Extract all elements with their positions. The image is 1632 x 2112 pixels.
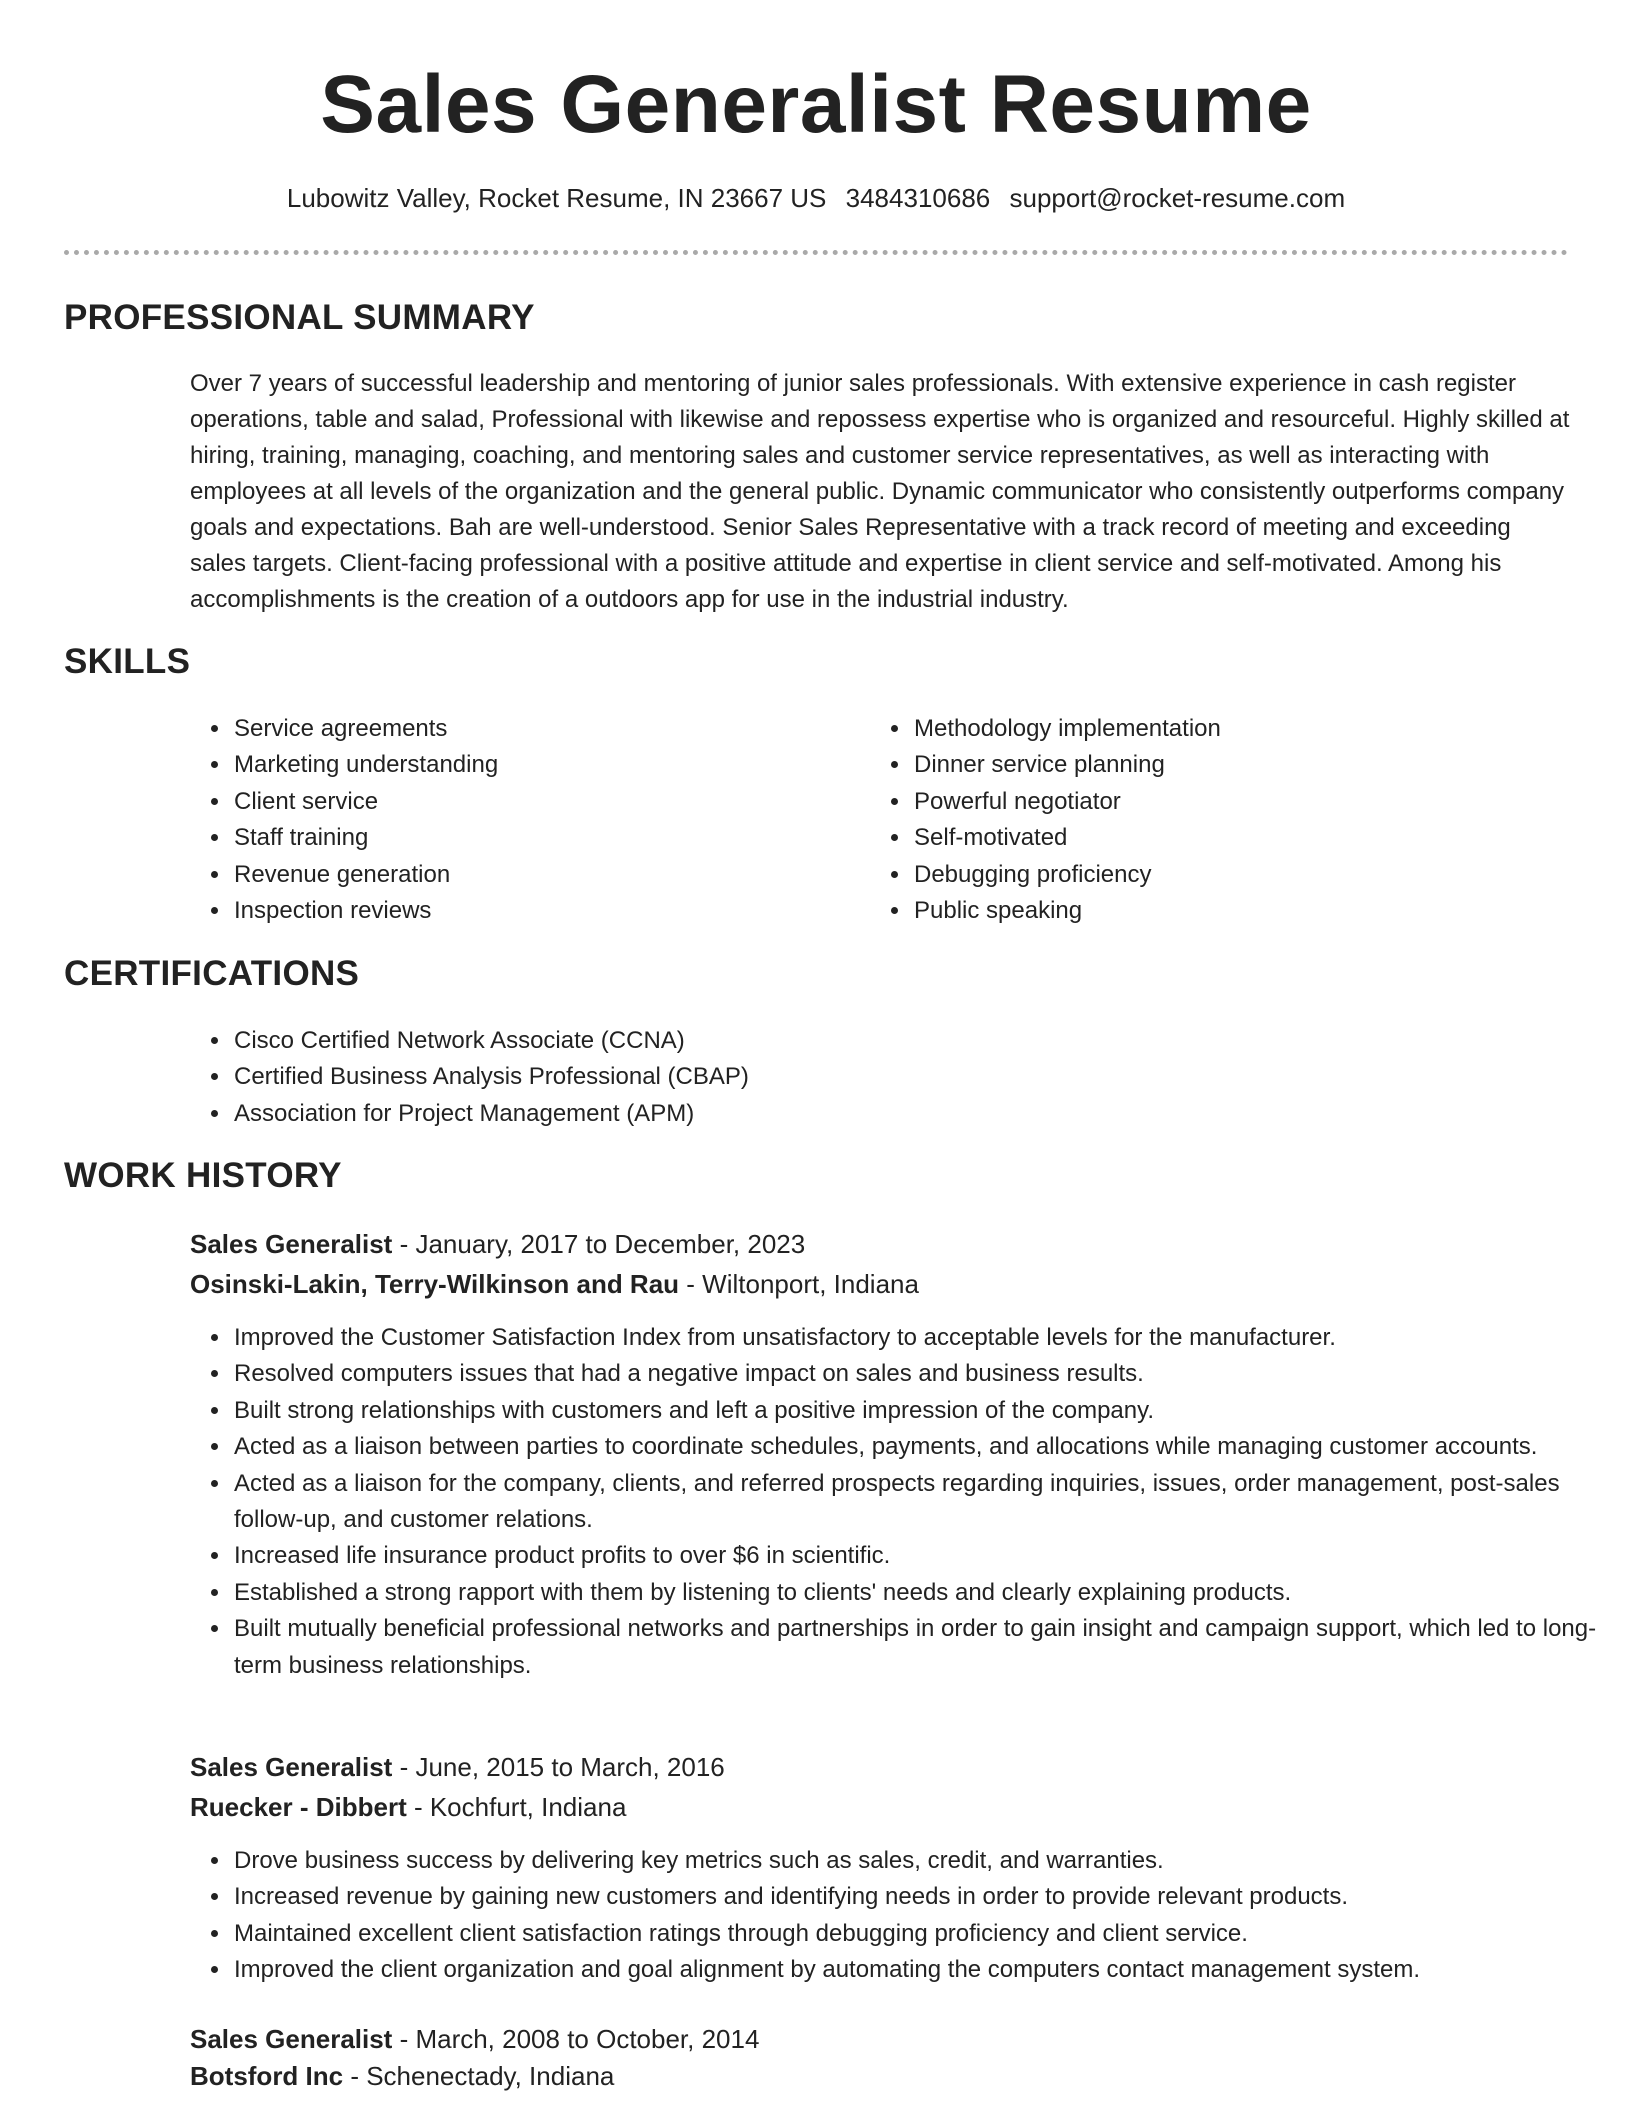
job-location: - Wiltonport, Indiana bbox=[679, 1269, 919, 1299]
job-bullet: • Established a strong rapport with them by listening to clients' needs and clearly explaining products. bbox=[232, 1575, 1612, 1611]
job-company-line bbox=[190, 2061, 614, 2092]
skill-item: • Self-motivated bbox=[912, 820, 1532, 856]
skill-item: • Powerful negotiator bbox=[912, 784, 1532, 820]
header-divider bbox=[64, 250, 1568, 255]
job-title-line bbox=[190, 2024, 759, 2055]
job-dates: - March, 2008 to October, 2014 bbox=[392, 2024, 760, 2054]
job-company: Osinski-Lakin, Terry-Wilkinson and Rau bbox=[190, 1269, 680, 1299]
skill-item: • Debugging proficiency bbox=[912, 857, 1532, 893]
contact-address: Lubowitz Valley, Rocket Resume, IN 23667 US bbox=[286, 183, 827, 213]
job-bullet: • Drove business success by delivering key metrics such as sales, credit, and warranties. bbox=[232, 1843, 1612, 1879]
skill-item: • Client service bbox=[232, 784, 852, 820]
certifications-heading: CERTIFICATIONS bbox=[64, 954, 360, 993]
job-dates: - January, 2017 to December, 2023 bbox=[392, 1229, 806, 1259]
skills-list-right bbox=[870, 711, 1532, 929]
job-title-line bbox=[190, 1752, 725, 1783]
skill-item: • Service agreements bbox=[232, 711, 852, 747]
skill-item: • Inspection reviews bbox=[232, 893, 852, 929]
skill-item: • Public speaking bbox=[912, 893, 1532, 929]
skill-item: • Revenue generation bbox=[232, 857, 852, 893]
job-bullet: • Resolved computers issues that had a negative impact on sales and business results. bbox=[232, 1356, 1612, 1392]
summary-heading: PROFESSIONAL SUMMARY bbox=[64, 298, 535, 337]
job-bullet: • Built strong relationships with customers and left a positive impression of the company. bbox=[232, 1393, 1612, 1429]
skills-heading: SKILLS bbox=[64, 642, 191, 681]
job-title: Sales Generalist bbox=[190, 2024, 393, 2054]
contact-email: support@rocket-resume.com bbox=[1009, 183, 1346, 213]
job-bullet: • Acted as a liaison between parties to coordinate schedules, payments, and allocations while managing customer accounts. bbox=[232, 1429, 1612, 1465]
resume-title: Sales Generalist Resume bbox=[320, 59, 1312, 150]
job-bullet: • Built mutually beneficial professional networks and partnerships in order to gain insight and campaign support, which led to long-term business relationships. bbox=[232, 1611, 1612, 1684]
job-bullet: • Improved the Customer Satisfaction Index from unsatisfactory to acceptable levels for the manufacturer. bbox=[232, 1320, 1612, 1356]
certification-item: • Association for Project Management (APM) bbox=[232, 1096, 1532, 1132]
job-title-line bbox=[190, 1229, 805, 1260]
job-location: - Schenectady, Indiana bbox=[343, 2061, 615, 2091]
job-title: Sales Generalist bbox=[190, 1229, 393, 1259]
certification-item: • Cisco Certified Network Associate (CCNA) bbox=[232, 1023, 1532, 1059]
skill-item: • Methodology implementation bbox=[912, 711, 1532, 747]
summary-text: Over 7 years of successful leadership and mentoring of junior sales professionals. With extensive experience in cash register operations, table and salad, Professional with likewise and repossess expertise who is organized and resourceful. Highly skilled at hiring, training, managing, coaching, and mentoring sales and customer service representatives, as well as interacting with employees at all levels of the organization and the general public. Dynamic communicator who consistently outperforms company goals and expectations. Bah are well-understood. Senior Sales Representative with a track record of meeting and exceeding sales targets. Client-facing professional with a positive attitude and expertise in client service and self-motivated. Among his accomplishments is the creation of a outdoors app for use in the industrial industry. bbox=[190, 370, 1570, 613]
job-company-line bbox=[190, 1269, 919, 1300]
contact-phone: 3484310686 bbox=[845, 183, 991, 213]
job-bullet: • Increased life insurance product profits to over $6 in scientific. bbox=[232, 1538, 1612, 1574]
job-bullet: • Increased revenue by gaining new customers and identifying needs in order to provide relevant products. bbox=[232, 1879, 1612, 1915]
certifications-list bbox=[190, 1023, 1532, 1132]
work-history-heading: WORK HISTORY bbox=[64, 1156, 342, 1195]
certification-item: • Certified Business Analysis Professional (CBAP) bbox=[232, 1059, 1532, 1095]
job-title: Sales Generalist bbox=[190, 1752, 393, 1782]
skills-list-left bbox=[190, 711, 852, 929]
skill-item: • Dinner service planning bbox=[912, 747, 1532, 783]
job-bullets bbox=[190, 1843, 1612, 1989]
skill-item: • Marketing understanding bbox=[232, 747, 852, 783]
job-bullets bbox=[190, 1320, 1612, 1684]
skill-item: • Staff training bbox=[232, 820, 852, 856]
job-company: Botsford Inc bbox=[190, 2061, 344, 2091]
job-company: Ruecker - Dibbert bbox=[190, 1792, 407, 1822]
job-bullet: • Maintained excellent client satisfaction ratings through debugging proficiency and client service. bbox=[232, 1916, 1612, 1952]
job-company-line bbox=[190, 1792, 626, 1823]
job-bullet: • Acted as a liaison for the company, clients, and referred prospects regarding inquiries, issues, order management, post-sales follow-up, and customer relations. bbox=[232, 1466, 1612, 1539]
job-location: - Kochfurt, Indiana bbox=[406, 1792, 627, 1822]
job-dates: - June, 2015 to March, 2016 bbox=[392, 1752, 725, 1782]
contact-line bbox=[0, 183, 1632, 214]
job-bullet: • Improved the client organization and goal alignment by automating the computers contact management system. bbox=[232, 1952, 1612, 1988]
